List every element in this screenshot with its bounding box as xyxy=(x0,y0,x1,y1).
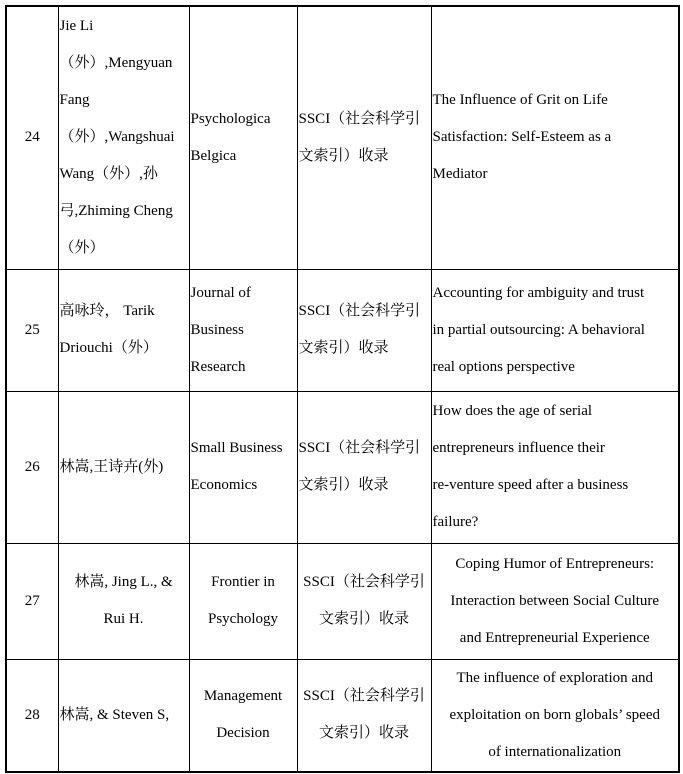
index-type-cell: SSCI（社会科学引 文索引）收录 xyxy=(297,659,431,772)
paper-title-cell: Accounting for ambiguity and trust in partial outsourcing: A behavioral real options perspective xyxy=(431,269,679,391)
index-type-cell: SSCI（社会科学引 文索引）收录 xyxy=(297,391,431,543)
publications-table xyxy=(5,5,680,773)
row-number: 24 xyxy=(6,6,58,269)
authors-cell: Jie Li （外）,Mengyuan Fang （外）,Wangshuai Wang（外）,孙 弓,Zhiming Cheng （外） xyxy=(58,6,189,269)
journal-cell: Management Decision xyxy=(189,659,297,772)
table-row xyxy=(6,543,679,659)
row-number: 25 xyxy=(6,269,58,391)
authors-cell: 林嵩, Jing L., & Rui H. xyxy=(58,543,189,659)
journal-cell: Small Business Economics xyxy=(189,391,297,543)
row-number: 27 xyxy=(6,543,58,659)
paper-title-cell: The influence of exploration and exploitation on born globals’ speed of internationalization xyxy=(431,659,679,772)
table-row xyxy=(6,269,679,391)
row-number: 26 xyxy=(6,391,58,543)
table-row xyxy=(6,6,679,269)
index-type-cell: SSCI（社会科学引 文索引）收录 xyxy=(297,269,431,391)
journal-cell: Journal of Business Research xyxy=(189,269,297,391)
authors-cell: 林嵩, & Steven S, xyxy=(58,659,189,772)
paper-title-cell: How does the age of serial entrepreneurs influence their re-venture speed after a business failure? xyxy=(431,391,679,543)
paper-title-cell: Coping Humor of Entrepreneurs: Interaction between Social Culture and Entrepreneurial Experience xyxy=(431,543,679,659)
index-type-cell: SSCI（社会科学引 文索引）收录 xyxy=(297,6,431,269)
row-number: 28 xyxy=(6,659,58,772)
paper-title-cell: The Influence of Grit on Life Satisfaction: Self-Esteem as a Mediator xyxy=(431,6,679,269)
authors-cell: 高咏玲， Tarik Driouchi（外） xyxy=(58,269,189,391)
table-row xyxy=(6,659,679,772)
index-type-cell: SSCI（社会科学引 文索引）收录 xyxy=(297,543,431,659)
journal-cell: Psychologica Belgica xyxy=(189,6,297,269)
table-row xyxy=(6,391,679,543)
journal-cell: Frontier in Psychology xyxy=(189,543,297,659)
authors-cell: 林嵩,王诗卉(外) xyxy=(58,391,189,543)
